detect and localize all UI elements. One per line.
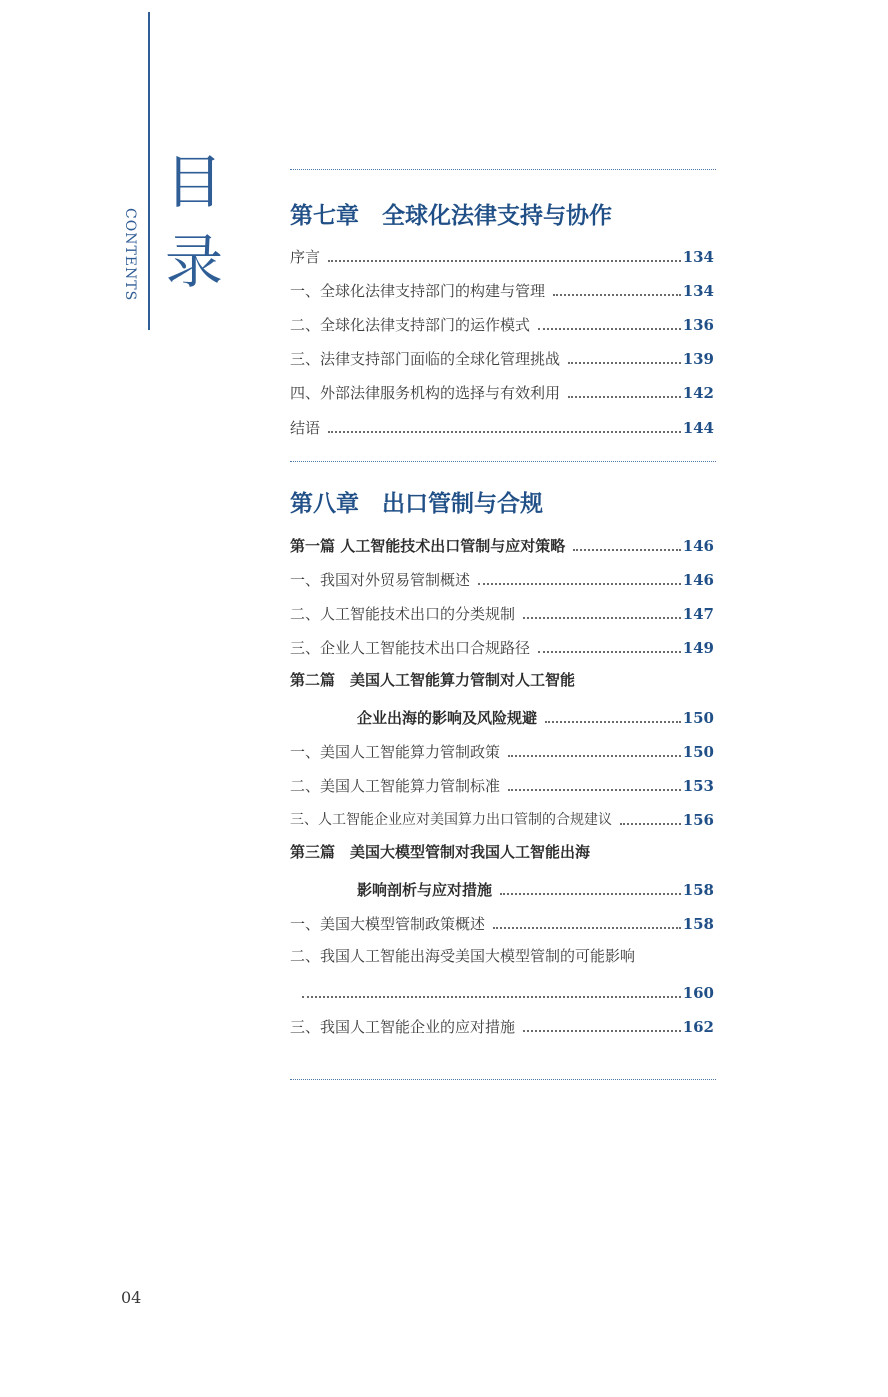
divider-rule [290,169,716,170]
toc-entry[interactable] [290,774,714,796]
dot-leader [545,721,681,723]
dot-leader [478,583,681,585]
dot-leader [553,294,681,296]
dot-leader [328,260,681,262]
toc-entry-label: 四、外部法律服务机构的选择与有效利用 [290,384,561,402]
toc-entry-label: 三、法律支持部门面临的全球化管理挑战 [290,350,561,368]
dot-leader [508,789,681,791]
toc-entry[interactable] [290,808,714,830]
toc-entry-page: 149 [682,639,714,657]
dot-leader [620,823,681,825]
toc-entry-label: 三、我国人工智能企业的应对措施 [290,1018,516,1036]
toc-entry-label: 三、人工智能企业应对美国算力出口管制的合规建议 [290,812,612,828]
toc-entry-page: 160 [682,984,714,1002]
toc-entry-label: 第一篇 人工智能技术出口管制与应对策略 [290,537,566,555]
dot-leader [538,328,681,330]
dot-leader [523,617,681,619]
toc-entry-label: 二、人工智能技术出口的分类规制 [290,605,516,623]
dot-leader [328,431,681,433]
toc-entry[interactable] [290,347,714,369]
toc-entry-page: 146 [682,571,714,589]
dot-leader [523,1030,681,1032]
toc-entry-page: 142 [682,384,714,402]
toc-entry-label: 一、美国人工智能算力管制政策 [290,743,501,761]
divider-rule [290,461,716,462]
toc-entry[interactable] [290,381,714,403]
toc-title-char-2: 录 [164,228,223,296]
toc-entry-label: 一、全球化法律支持部门的构建与管理 [290,282,546,300]
toc-entry-label: 一、美国大模型管制政策概述 [290,915,486,933]
toc-part-entry-line-1[interactable]: 第二篇 美国人工智能算力管制对人工智能 [290,671,576,689]
toc-entry[interactable] [290,740,714,762]
dot-leader [568,362,681,364]
chapter-7-title: 第七章 全球化法律支持与协作 [290,202,612,229]
toc-part-entry[interactable] [357,706,714,728]
toc-entry[interactable] [290,416,714,438]
dot-leader [493,927,681,929]
toc-entry-label: 一、我国对外贸易管制概述 [290,571,471,589]
toc-entry-line-1[interactable]: 二、我国人工智能出海受美国大模型管制的可能影响 [290,947,636,965]
toc-entry-page: 134 [682,248,714,266]
toc-entry-page: 139 [682,350,714,368]
vertical-accent-rule [148,12,150,330]
toc-entry-label: 三、企业人工智能技术出口合规路径 [290,639,531,657]
toc-entry-page: 150 [682,743,714,761]
toc-entry-page: 158 [682,881,714,899]
dot-leader [538,651,681,653]
chapter-8-title: 第八章 出口管制与合规 [290,490,543,517]
toc-entry-label: 二、全球化法律支持部门的运作模式 [290,316,531,334]
toc-entry[interactable] [290,279,714,301]
divider-rule [290,1079,716,1080]
toc-entry-page: 150 [682,709,714,727]
toc-entry-page: 134 [682,282,714,300]
toc-entry[interactable] [290,912,714,934]
dot-leader [302,996,681,998]
toc-entry-page: 158 [682,915,714,933]
toc-entry-page: 162 [682,1018,714,1036]
toc-entry-page: 147 [682,605,714,623]
toc-entry-label: 结语 [290,419,321,437]
toc-entry-label: 二、美国人工智能算力管制标准 [290,777,501,795]
toc-entry-page: 146 [682,537,714,555]
toc-entry[interactable] [290,602,714,624]
toc-entry-page: 136 [682,316,714,334]
dot-leader [500,893,681,895]
toc-entry-label: 影响剖析与应对措施 [357,881,493,899]
toc-entry[interactable] [290,245,714,267]
toc-entry-page: 144 [682,419,714,437]
toc-title-char-1: 目 [164,148,223,216]
toc-entry-label: 企业出海的影响及风险规避 [357,709,538,727]
toc-entry-page: 153 [682,777,714,795]
toc-entry[interactable] [290,313,714,335]
toc-entry[interactable] [290,636,714,658]
dot-leader [568,396,681,398]
dot-leader [573,549,680,551]
toc-entry[interactable] [290,568,714,590]
toc-part-entry-line-1[interactable]: 第三篇 美国大模型管制对我国人工智能出海 [290,843,591,861]
toc-entry[interactable] [302,981,714,1003]
toc-title [160,142,228,302]
toc-entry-page: 156 [682,811,714,829]
toc-part-entry[interactable] [357,878,714,900]
toc-part-entry[interactable] [290,534,714,556]
dot-leader [508,755,681,757]
contents-label: CONTENTS [122,208,138,302]
toc-entry-label: 序言 [290,248,321,266]
toc-entry[interactable] [290,1015,714,1037]
page-number: 04 [121,1288,142,1307]
